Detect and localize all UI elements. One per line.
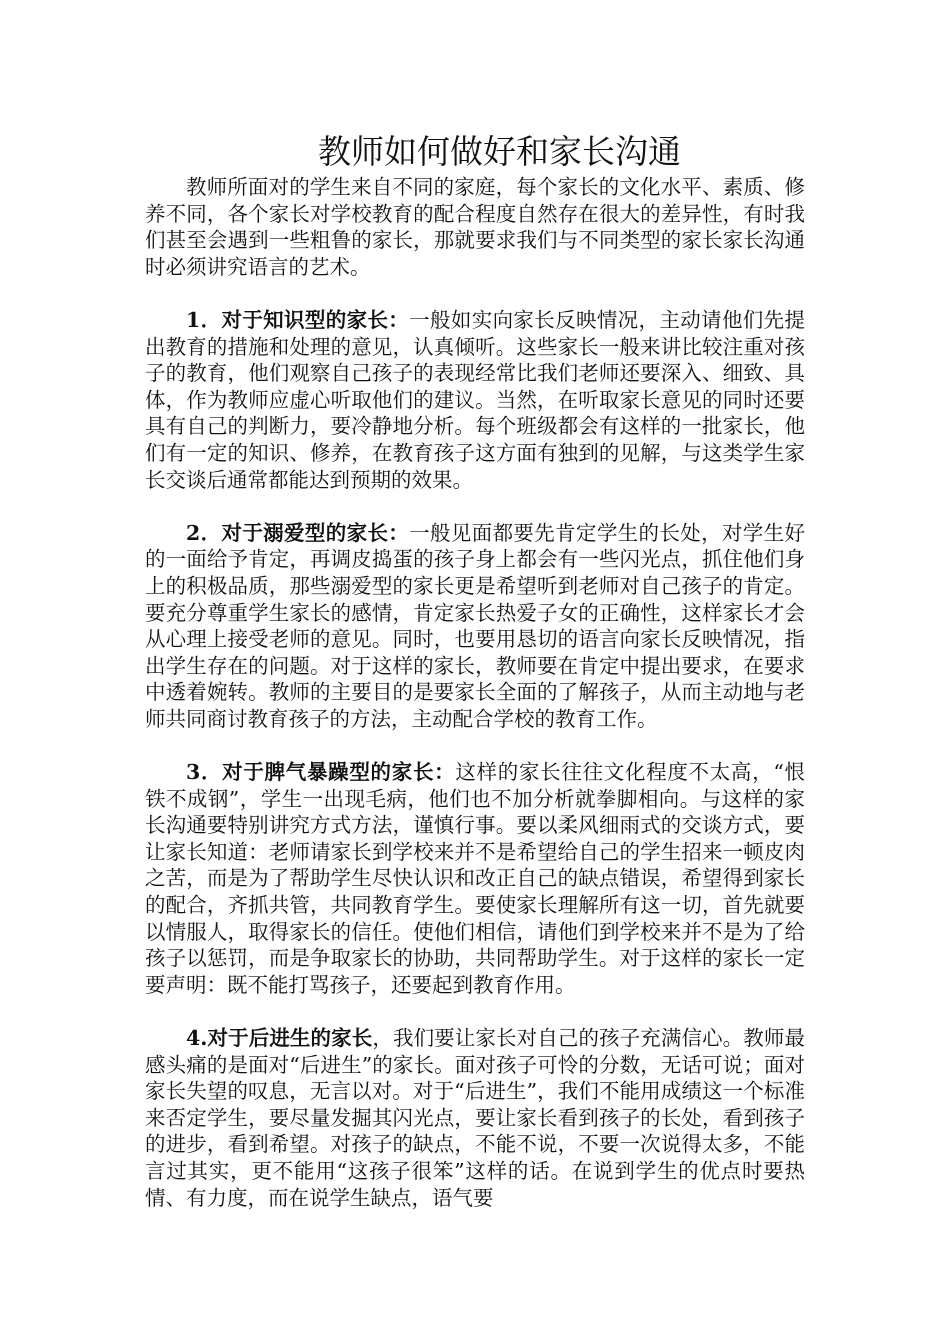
section-3-paragraph [145,759,805,998]
section-1-heading: 1．对于知识型的家长： [186,307,410,332]
section-2-heading: 2．对于溺爱型的家长： [186,520,410,545]
section-4-heading: 4.对于后进生的家长 [186,1026,373,1050]
document-body [145,174,805,1211]
section-2-paragraph [145,520,805,733]
intro-paragraph: 教师所面对的学生来自不同的家庭，每个家长的文化水平、素质、修养不同，各个家长对学校教育的配合程度自然存在很大的差异性，有时我们甚至会遇到一些粗鲁的家长，那就要求我们与不同类型的家长家长沟通时必须讲究语言的艺术。 [145,175,805,279]
section-2-text: 一般见面都要先肯定学生的长处，对学生好的一面给予肯定，再调皮捣蛋的孩子身上都会有一些闪光点，抓住他们身上的积极品质，那些溺爱型的家长更是希望听到老师对自己孩子的肯定。要充分尊重学生家长的感情，肯定家长热爱子女的正确性，这样家长才会从心理上接受老师的意见。同时，也要用恳切的语言向家长反映情况，指出学生存在的问题。对于这样的家长，教师要在肯定中提出要求，在要求中透着婉转。教师的主要目的是要家长全面的了解孩子，从而主动地与老师共同商讨教育孩子的方法，主动配合学校的教育工作。 [145,520,806,731]
section-3-heading: 3．对于脾气暴躁型的家长： [186,760,456,785]
section-4-paragraph [145,1025,805,1211]
section-4-text: ，我们要让家长对自己的孩子充满信心。教师最感头痛的是面对“后进生”的家长。面对孩子可怜的分数，无话可说；面对家长失望的叹息，无言以对。对于“后进生”，我们不能用成绩这一个标准来否定学生，要尽量发掘其闪光点，要让家长看到孩子的长处，看到孩子的进步，看到希望。对孩子的缺点，不能不说，不要一次说得太多，不能言过其实，更不能用“这孩子很笨”这样的话。在说到学生的优点时要热情、有力度，而在说学生缺点，语气要 [145,1026,806,1210]
section-1-text: 一般如实向家长反映情况，主动请他们先提出教育的措施和处理的意见，认真倾听。这些家长一般来讲比较注重对孩子的教育，他们观察自己孩子的表现经常比我们老师还要深入、细致、具体，作为教师应虚心听取他们的建议。当然，在听取家长意见的同时还要具有自己的判断力，要冷静地分析。每个班级都会有这样的一批家长，他们有一定的知识、修养，在教育孩子这方面有独到的见解，与这类学生家长交谈后通常都能达到预期的效果。 [145,307,806,492]
document-title: 教师如何做好和家长沟通 [318,132,681,171]
section-3-text: 这样的家长往往文化程度不太高，“恨铁不成钢”，学生一出现毛病，他们也不加分析就拳脚相向。与这样的家长沟通要特别讲究方式方法，谨慎行事。要以柔风细雨式的交谈方式，要让家长知道：老师请家长到学校来并不是希望给自己的学生招来一顿皮肉之苦，而是为了帮助学生尽快认识和改正自己的缺点错误，希望得到家长的配合，齐抓共管，共同教育学生。要使家长理解所有这一切，首先就要以情服人，取得家长的信任。使他们相信，请他们到学校来并不是为了给孩子以惩罚，而是争取家长的协助，共同帮助学生。对于这样的家长一定要声明：既不能打骂孩子，还要起到教育作用。 [145,760,805,997]
section-1-paragraph [145,307,805,493]
